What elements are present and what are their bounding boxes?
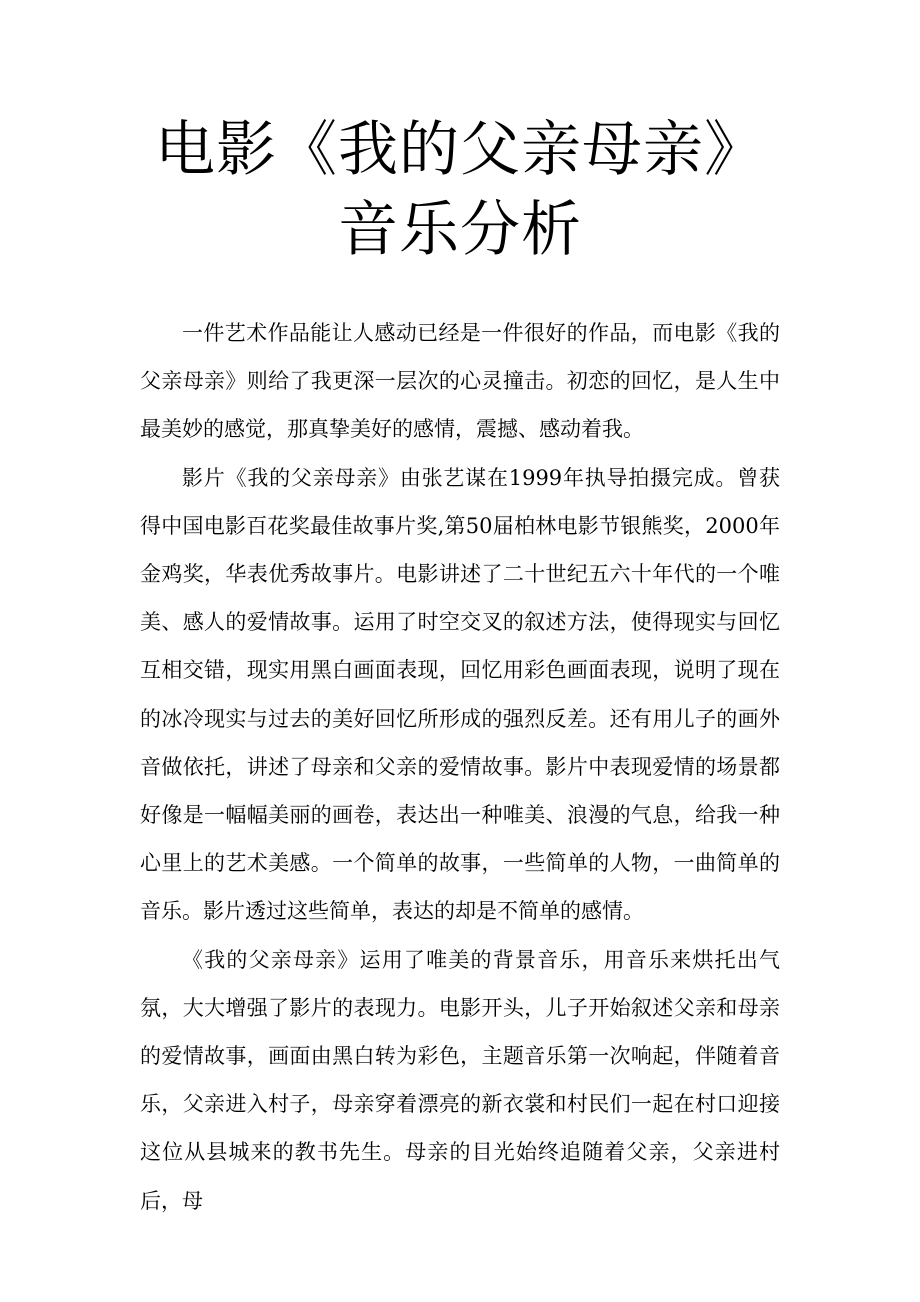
paragraph-1: 一件艺术作品能让人感动已经是一件很好的作品，而电影《我的父亲母亲》则给了我更深一层次的心灵撞击。初恋的回忆，是人生中最美妙的感觉，那真挚美好的感情，震撼、感动着我。: [140, 321, 780, 442]
paragraph-3: 《我的父亲母亲》运用了唯美的背景音乐，用音乐来烘托出气氛，大大增强了影片的表现力。电影开头，儿子开始叙述父亲和母亲的爱情故事，画面由黑白转为彩色，主题音乐第一次响起，伴随着音乐，父亲进入村子，母亲穿着漂亮的新衣裳和村民们一起在村口迎接这位从县城来的教书先生。母亲的目光始终追随着父亲，父亲进村后，母: [140, 947, 780, 1213]
document-title: 电影《我的父亲母亲》音乐分析: [155, 115, 765, 265]
document-body: [140, 309, 780, 1225]
paragraph-2: 影片《我的父亲母亲》由张艺谋在1999年执导拍摄完成。曾获得中国电影百花奖最佳故事片奖,第50届柏林电影节银熊奖，2000年金鸡奖，华表优秀故事片。电影讲述了二十世纪五六十年代的一个唯美、感人的爱情故事。运用了时空交叉的叙述方法，使得现实与回忆互相交错，现实用黑白画面表现，回忆用彩色画面表现，说明了现在的冰冷现实与过去的美好回忆所形成的强烈反差。还有用儿子的画外音做依托，讲述了母亲和父亲的爱情故事。影片中表现爱情的场景都好像是一幅幅美丽的画卷，表达出一种唯美、浪漫的气息，给我一种心里上的艺术美感。一个简单的故事，一些简单的人物，一曲简单的音乐。影片透过这些简单，表达的却是不简单的感情。: [140, 465, 780, 924]
